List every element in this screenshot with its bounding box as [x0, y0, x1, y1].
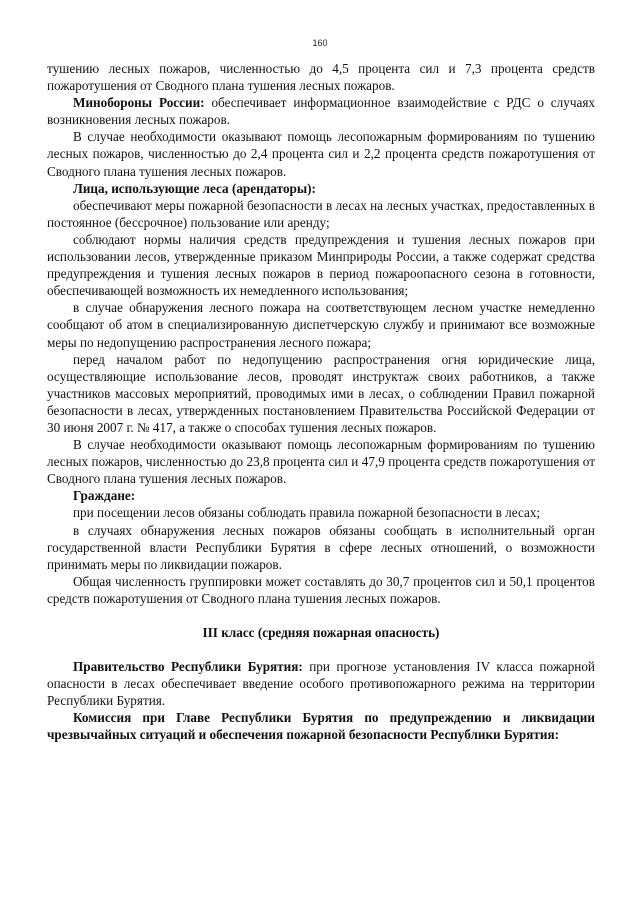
- paragraph-lead-in: Граждане:: [73, 488, 136, 504]
- paragraph: [47, 504, 595, 521]
- paragraph-lead-in: Минобороны России:: [73, 95, 205, 111]
- paragraph-text: В случае необходимости оказывают помощь лесопожарным формированиям по тушению лесных пожаров, численностью до 23,8 процента сил и 47,9 процента средств пожаротушения от Сводного плана тушения лесных пожаров.: [47, 437, 595, 487]
- paragraph-text: обеспечивает информационное взаимодействие с РДС о случаях возникновения лесных пожаров.: [47, 95, 595, 128]
- paragraph-text: соблюдают нормы наличия средств предупреждения и тушения лесных пожаров при использовании лесов, утвержденные приказом Минприроды России, а также содержат средства предупреждения и тушения лесных пожаров в период пожароопасного сезона в готовности, обеспечивающей возможность их немедленного использования;: [47, 231, 595, 299]
- paragraph: [47, 522, 595, 573]
- paragraph-text: в случае обнаружения лесного пожара на соответствующем лесном участке немедленно сообщают об атом в специализированную диспетчерскую службу и принимают все возможные меры по недопущению распространения лесного пожара;: [47, 300, 595, 350]
- page-number: 160: [312, 38, 328, 48]
- paragraph-lead-in: Комиссия при Главе Республики Бурятия по предупреждению и ликвидации чрезвычайных ситуаций и обеспечения пожарной безопасности Республики Бурятия:: [47, 710, 595, 743]
- paragraph-text: обеспечивают меры пожарной безопасности в лесах на лесных участках, предоставленных в постоянное (бессрочное) пользование или аренду;: [47, 197, 595, 230]
- lead-paragraph: [47, 180, 595, 197]
- paragraph: [47, 351, 595, 436]
- paragraph: [47, 299, 595, 350]
- paragraph: [47, 436, 595, 487]
- paragraph-text: В случае необходимости оказывают помощь лесопожарным формированиям по тушению лесных пожаров, численностью до 2,4 процента сил и 2,2 процента средств пожаротушения от Сводного плана тушения лесных пожаров.: [47, 129, 595, 179]
- lead-paragraph: [47, 487, 595, 504]
- paragraph: [47, 128, 595, 179]
- document-body: [47, 60, 595, 744]
- section-heading: III класс (средняя пожарная опасность): [202, 625, 440, 640]
- paragraph-text: в случаях обнаружения лесных пожаров обязаны сообщать в исполнительный орган государственной власти Республики Бурятия в сфере лесных отношений, о возможности принимать меры по ликвидации пожаров.: [47, 522, 595, 572]
- lead-paragraph: [47, 709, 595, 743]
- paragraph-text: перед началом работ по недопущению распространения огня юридические лица, осуществляющие использование лесов, проводят инструктаж своих работников, а также участников массовых мероприятий, проводимых ими в лесах, о соблюдении Правил пожарной безопасности в лесах, утвержденных постановлением Правительства Российской Федерации от 30 июня 2007 г. № 417, а также о способах тушения лесных пожаров.: [47, 351, 595, 435]
- paragraph-lead-in: Лица, использующие леса (арендаторы):: [73, 180, 316, 196]
- paragraph: [47, 197, 595, 231]
- lead-paragraph: [47, 94, 595, 128]
- lead-paragraph: [47, 658, 595, 709]
- paragraph-text: тушению лесных пожаров, численностью до 4,5 процента сил и 7,3 процента средств пожаротушения от Сводного плана тушения лесных пожаров.: [47, 61, 595, 94]
- paragraph-text: при прогнозе установления IV класса пожарной опасности в лесах обеспечивает введение особого противопожарного режима на территории Республики Бурятия.: [47, 659, 595, 709]
- paragraph: [47, 573, 595, 607]
- paragraph-text: при посещении лесов обязаны соблюдать правила пожарной безопасности в лесах;: [73, 505, 541, 521]
- paragraph-text: Общая численность группировки может составлять до 30,7 процентов сил и 50,1 процентов средств пожаротушения от Сводного плана тушения лесных пожаров.: [47, 573, 595, 606]
- paragraph: [47, 60, 595, 94]
- paragraph-lead-in: Правительство Республики Бурятия:: [73, 659, 303, 675]
- paragraph: [47, 231, 595, 299]
